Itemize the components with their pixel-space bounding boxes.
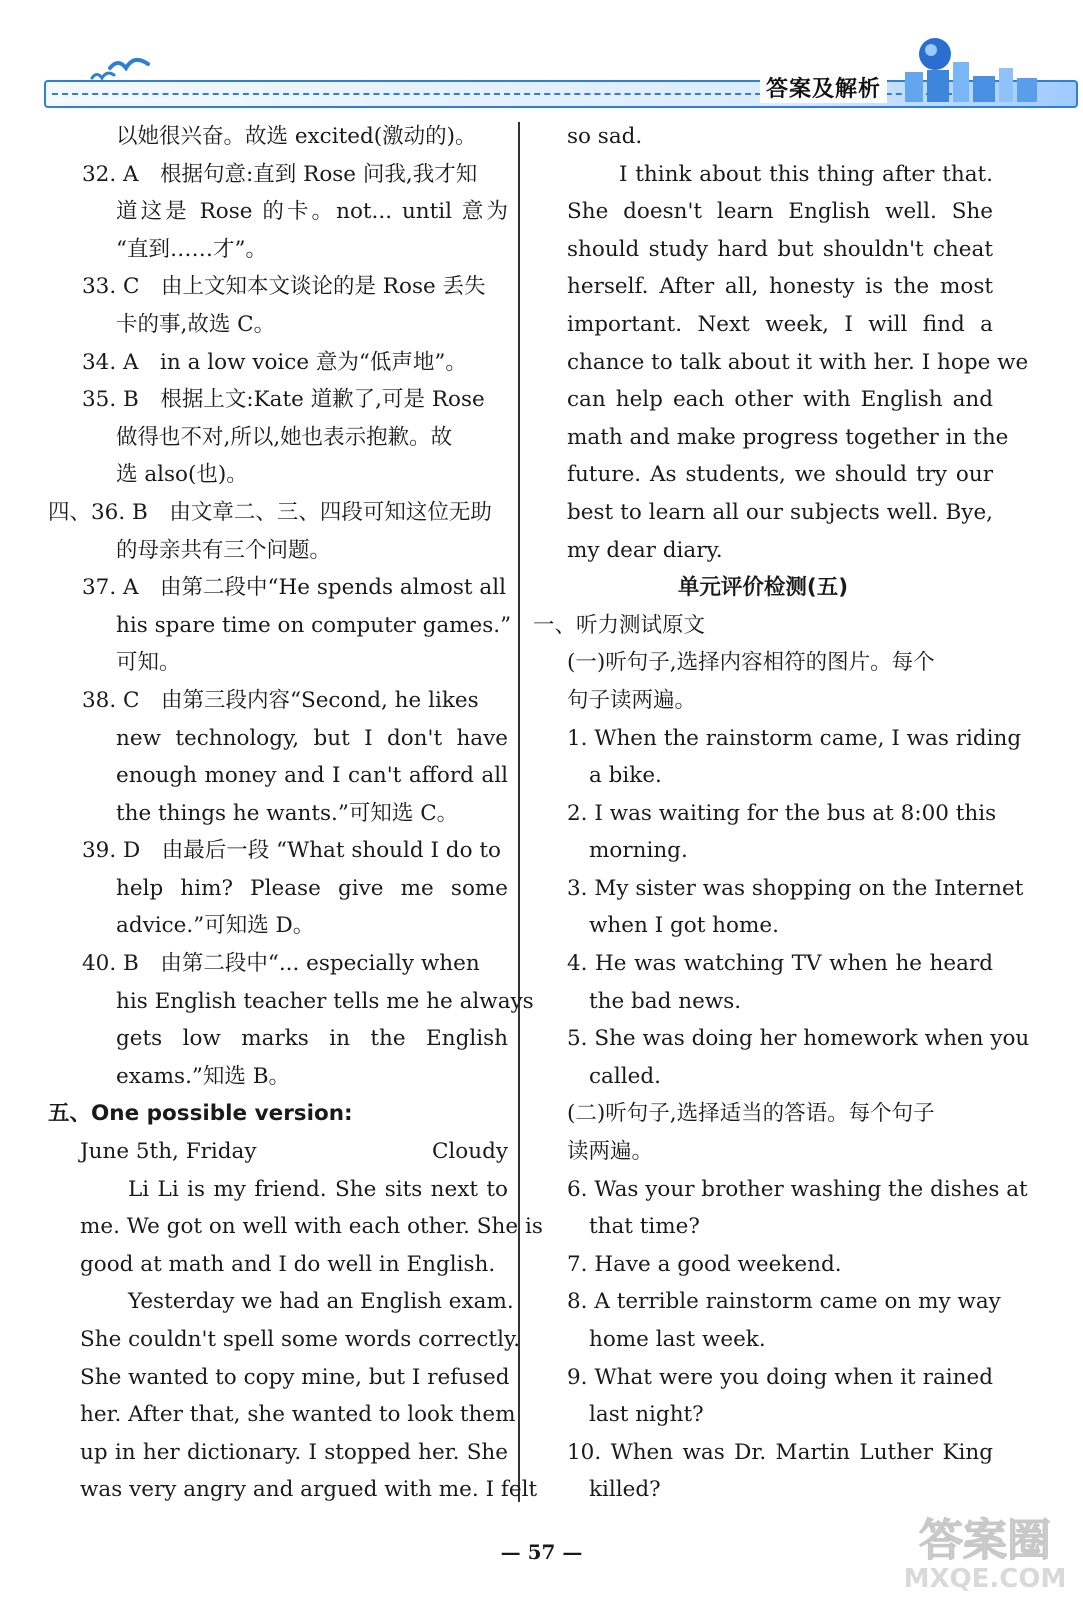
listening-text-line: killed? — [589, 1477, 661, 1503]
essay-line: Li Li is my friend. She sits next to — [128, 1176, 508, 1202]
page-number: — 57 — — [500, 1540, 583, 1564]
essay-line: good at math and I do well in English. — [80, 1251, 496, 1277]
listening-part-two-instruction: (二)听句子,选择适当的答语。每个句子 — [567, 1101, 935, 1127]
essay-line: I think about this thing after that. — [619, 161, 993, 187]
diary-date-line — [48, 1133, 508, 1171]
essay-line: up in her dictionary. I stopped her. She — [80, 1439, 508, 1465]
right-column — [533, 118, 1030, 1509]
essay-line: Yesterday we had an English exam. — [128, 1289, 514, 1315]
listening-item-8: 8. A terrible rainstorm came on my way — [567, 1289, 1001, 1315]
listening-text-line: a bike. — [589, 763, 662, 789]
listening-item-9: 9. What were you doing when it rained — [567, 1364, 993, 1390]
essay-line: so sad. — [567, 124, 643, 149]
answer-text-line: “直到……才”。 — [116, 236, 267, 262]
answer-38: 38. C 由第三段内容“Second, he likes — [82, 687, 479, 713]
left-column — [48, 118, 543, 1509]
answer-text-line: 以她很兴奋。故选 excited(激动的)。 — [116, 124, 477, 149]
listening-item-5: 5. She was doing her homework when you — [567, 1026, 1030, 1052]
listening-text-line: that time? — [589, 1214, 700, 1240]
instruction-text-line: 读两遍。 — [567, 1139, 654, 1165]
answer-32: 32. A 根据句意:直到 Rose 问我,我才知 — [82, 161, 478, 187]
answer-text-line: advice.”可知选 D。 — [116, 913, 315, 939]
city-skyline-icon — [895, 32, 1065, 107]
essay-line: She wanted to copy mine, but I refused — [80, 1364, 510, 1390]
answer-text-line: new technology, but I don't have — [116, 725, 508, 751]
answer-40: 40. B 由第二段中“... especially when — [82, 951, 480, 977]
answer-text-line: 道这是 Rose 的卡。not... until 意为 — [116, 199, 508, 225]
listening-item-10: 10. When was Dr. Martin Luther King — [567, 1439, 993, 1465]
listening-text-line: last night? — [589, 1402, 704, 1428]
essay-line: chance to talk about it with her. I hope we — [567, 349, 1029, 375]
listening-item-3: 3. My sister was shopping on the Internet — [567, 875, 1024, 901]
answer-text-line: his English teacher tells me he always — [116, 988, 534, 1014]
listening-item-7: 7. Have a good weekend. — [567, 1251, 842, 1277]
listening-item-2: 2. I was waiting for the bus at 8:00 this — [567, 800, 997, 826]
listening-text-line: called. — [589, 1063, 661, 1089]
answer-text-line: gets low marks in the English — [116, 1026, 508, 1052]
page-header — [0, 0, 1083, 115]
section-five-heading: 五、One possible version: — [48, 1101, 353, 1127]
essay-line: can help each other with English and — [567, 387, 993, 413]
listening-part-one-instruction: (一)听句子,选择内容相符的图片。每个 — [567, 650, 935, 676]
listening-item-1: 1. When the rainstorm came, I was riding — [567, 725, 1022, 751]
essay-line: important. Next week, I will find a — [567, 311, 993, 337]
answer-37: 37. A 由第二段中“He spends almost all — [82, 575, 506, 601]
answer-33: 33. C 由上文知本文谈论的是 Rose 丢失 — [82, 274, 486, 300]
essay-line: future. As students, we should try our — [567, 462, 993, 488]
column-divider — [518, 122, 520, 1502]
answer-text-line: 卡的事,故选 C。 — [116, 311, 276, 337]
answer-39: 39. D 由最后一段 “What should I do to — [82, 838, 501, 864]
instruction-text-line: 句子读两遍。 — [567, 687, 697, 713]
answer-text-line: exams.”知选 B。 — [116, 1063, 291, 1089]
essay-line: my dear diary. — [567, 537, 723, 563]
listening-text-line: morning. — [589, 838, 688, 864]
answer-text-line: 可知。 — [116, 650, 181, 676]
section-one-heading: 一、听力测试原文 — [533, 612, 706, 638]
essay-line: her. After that, she wanted to look them — [80, 1402, 516, 1428]
essay-line: should study hard but shouldn't cheat — [567, 236, 993, 262]
answer-35: 35. B 根据上文:Kate 道歉了,可是 Rose — [82, 387, 485, 413]
listening-item-6: 6. Was your brother washing the dishes at — [567, 1176, 1028, 1202]
svg-text:答案圈: 答案圈 — [919, 1515, 1051, 1566]
section-four-answer-36: 四、36. B 由文章二、三、四段可知这位无助 — [48, 499, 492, 525]
answer-text-line: 的母亲共有三个问题。 — [116, 537, 332, 563]
essay-line: herself. After all, honesty is the most — [567, 274, 993, 300]
answer-site-watermark-logo — [900, 1505, 1070, 1593]
answer-text-line: the things he wants.”可知选 C。 — [116, 800, 459, 826]
answer-text-line: help him? Please give me some — [116, 875, 508, 901]
listening-item-4: 4. He was watching TV when he heard — [567, 951, 993, 977]
svg-text:MXQE.COM: MXQE.COM — [903, 1564, 1067, 1593]
answer-text-line: enough money and I can't afford all — [116, 763, 508, 789]
essay-line: She doesn't learn English well. She — [567, 199, 993, 225]
answer-text-line: 选 also(也)。 — [116, 462, 248, 488]
answer-text-line: 做得也不对,所以,她也表示抱歉。故 — [116, 424, 453, 450]
essay-line: me. We got on well with each other. She is — [80, 1214, 543, 1240]
unit-test-heading: 单元评价检测(五) — [677, 575, 849, 601]
listening-text-line: the bad news. — [589, 988, 742, 1014]
listening-text-line: when I got home. — [589, 913, 779, 939]
answer-text-line: his spare time on computer games.” — [116, 612, 512, 638]
header-title: 答案及解析 — [760, 72, 887, 103]
essay-line: was very angry and argued with me. I felt — [80, 1477, 538, 1503]
answer-34: 34. A in a low voice 意为“低声地”。 — [82, 349, 467, 375]
diary-date: June 5th, Friday — [80, 1139, 257, 1165]
essay-line: math and make progress together in the — [567, 424, 1009, 450]
listening-text-line: home last week. — [589, 1327, 766, 1352]
essay-line: She couldn't spell some words correctly. — [80, 1327, 521, 1352]
essay-line: best to learn all our subjects well. Bye, — [567, 499, 993, 525]
diary-weather: Cloudy — [431, 1139, 508, 1165]
